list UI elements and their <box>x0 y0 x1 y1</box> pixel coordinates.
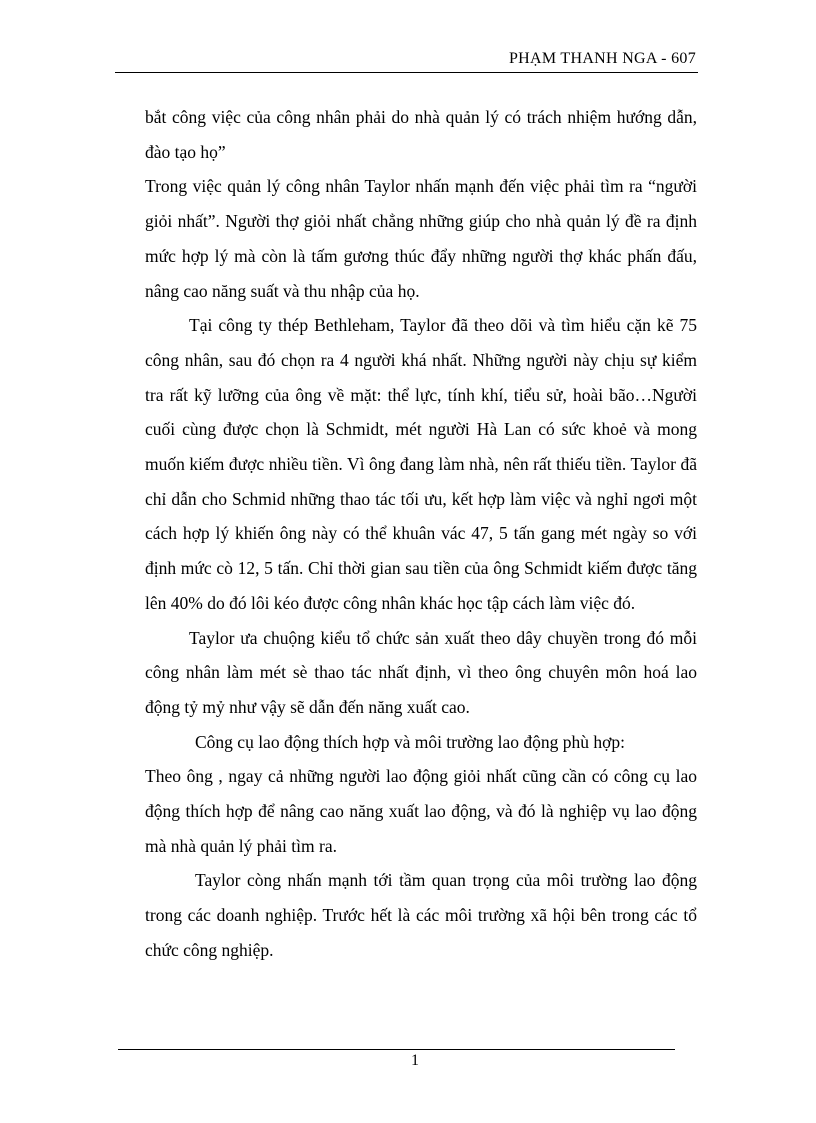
paragraph: Theo ông , ngay cả những người lao động giỏi nhất cũng cần có công cụ lao động thích hợp để nâng cao năng xuất lao động, và đó là nghiệp vụ lao động mà nhà quản lý phải tìm ra. <box>145 766 697 856</box>
paragraph: Taylor còng nhấn mạnh tới tầm quan trọng của môi trường lao động trong các doanh nghiệp. Trước hết là các môi trường xã hội bên trong các tổ chức công nghiệp. <box>145 870 697 960</box>
paragraph: Trong việc quản lý công nhân Taylor nhấn mạnh đến việc phải tìm ra “người giỏi nhất”. Người thợ giỏi nhất chẳng những giúp cho nhà quản lý đề ra định mức hợp lý mà còn là tấm gương thúc đẩy những người thợ khác phấn đấu, nâng cao năng suất và thu nhập của họ. <box>145 176 697 301</box>
paragraph: Tại công ty thép Bethleham, Taylor đã theo dõi và tìm hiểu cặn kẽ 75 công nhân, sau đó chọn ra 4 người khá nhất. Những người này chịu sự kiểm tra rất kỹ lưỡng của ông về mặt: thể lực, tính khí, tiểu sử, hoài bão…Người cuối cùng được chọn là Schmidt, mét người Hà Lan có sức khoẻ và mong muốn kiếm được nhiều tiền. Vì ông đang làm nhà, nên rất thiếu tiền. Taylor đã chỉ dẫn cho Schmid những thao tác tối ưu, kết hợp làm việc và nghỉ ngơi một cách hợp lý khiến ông này có thể khuân vác 47, 5 tấn gang mét ngày so với định mức cò 12, 5 tấn. Chỉ thời gian sau tiền của ông Schmidt kiếm được tăng lên 40% do đó lôi kéo được công nhân khác học tập cách làm việc đó. <box>145 315 697 613</box>
section-heading: Công cụ lao động thích hợp và môi trường lao động phù hợp: <box>195 731 625 752</box>
paragraph: Taylor ưa chuộng kiểu tổ chức sản xuất theo dây chuyền trong đó mỗi công nhân làm mét sè thao tác nhất định, vì theo ông chuyên môn hoá lao động tỷ mỷ như vậy sẽ dẫn đến năng xuất cao. <box>145 627 697 717</box>
header-author: PHẠM THANH NGA - 607 <box>508 50 696 67</box>
header-rule <box>115 72 698 73</box>
page-number: 1 <box>411 1052 419 1069</box>
document-body <box>145 100 697 968</box>
paragraph: bắt công việc của công nhân phải do nhà quản lý có trách nhiệm hướng dẫn, đào tạo họ” <box>145 107 697 162</box>
footer-rule <box>118 1049 675 1050</box>
